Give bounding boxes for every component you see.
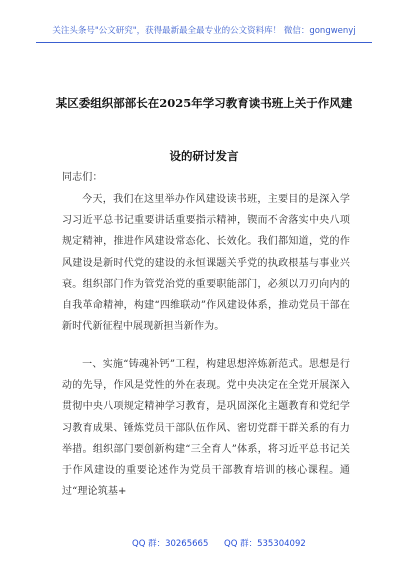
paragraph-section-one-text: 一、实施“铸魂补钙”工程，构建思想淬炼新范式。思想是行动的先导，作风是党性的外在表现。党中央决定在全党开展深入贯彻中央八项规定精神学习教育，是巩固深化主题教育和党纪学习教育成果、锤炼党员干部队伍作风、密切党群干群关系的有力举措。组织部门要创新构建“三全育人”体系，将习近平总书记关于作风建设的重要论述作为党员干部教育培训的核心课程。通过“理论筑基+ xyxy=(62,359,350,498)
header-divider xyxy=(36,42,372,43)
paragraph-section-one xyxy=(62,354,350,502)
document-title-line-1: 某区委组织部部长在2025年学习教育读书班上关于作风建 xyxy=(55,96,353,110)
footer xyxy=(0,537,408,551)
salutation: 同志们： xyxy=(62,172,103,183)
paragraph-intro-text: 今天，我们在这里举办作风建设读书班，主要目的是深入学习习近平总书记重要讲话重要指示精神，锲而不舍落实中央八项规定精神，推进作风建设常态化、长效化。我们都知道，党的作风建设是新时代党的建设的永恒课题关乎党的执政根基与事业兴衰。组织部门作为管党治党的重要职能部门，必须以刀刃向内的自我革命精神，构建“四维联动”作风建设体系，推动党员干部在新时代新征程中展现新担当新作为。 xyxy=(62,194,350,333)
header-notice: 关注头条号"公文研究"，获得最新最全最专业的公文资料库！ 微信：gongwenyj xyxy=(52,26,356,36)
paragraph-intro xyxy=(62,189,350,337)
footer-qq-group-1: QQ 群：30265665 xyxy=(132,539,209,549)
document-title-line-2: 设的研讨发言 xyxy=(169,149,239,163)
footer-qq-group-2: QQ 群：535304092 xyxy=(224,539,306,549)
